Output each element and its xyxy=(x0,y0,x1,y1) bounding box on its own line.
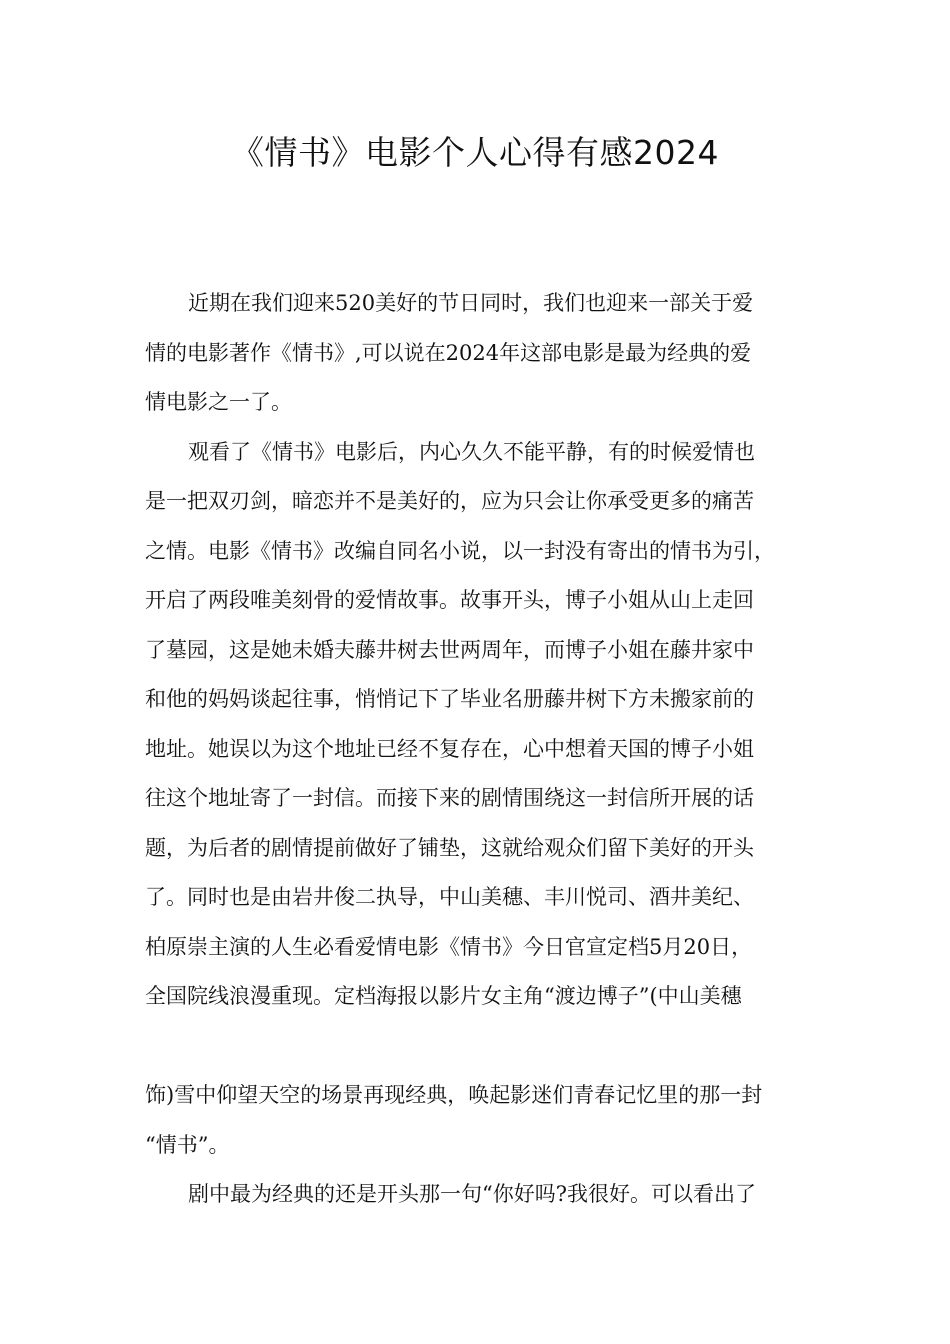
paragraph-2-line-11: 柏原崇主演的人生必看爱情电影《情书》今日官宣定档5月20日， xyxy=(145,935,753,959)
document-title: 《情书》电影个人心得有感2024 xyxy=(231,133,719,172)
paragraph-2-line-12: 全国院线浪漫重现。定档海报以影片女主角“渡边博子”(中山美穗 xyxy=(145,984,742,1008)
paragraph-2-line-9: 题，为后者的剧情提前做好了铺垫，这就给观众们留下美好的开头 xyxy=(145,836,754,860)
paragraph-1-line-3: 情电影之一了。 xyxy=(145,390,292,414)
paragraph-2-line-5: 了墓园，这是她未婚夫藤井树去世两周年，而博子小姐在藤井家中 xyxy=(145,638,754,662)
paragraph-2-line-8: 往这个地址寄了一封信。而接下来的剧情围绕这一封信所开展的话 xyxy=(145,786,754,810)
paragraph-2-line-10: 了。同时也是由岩井俊二执导，中山美穗、丰川悦司、酒井美纪、 xyxy=(145,885,754,909)
paragraph-2-line-1: 观看了《情书》电影后，内心久久不能平静，有的时候爱情也 xyxy=(188,440,755,464)
paragraph-2-line-6: 和他的妈妈谈起往事，悄悄记下了毕业名册藤井树下方未搬家前的 xyxy=(145,687,754,711)
paragraph-2-line-7: 地址。她误以为这个地址已经不复存在，心中想着天国的博子小姐 xyxy=(145,737,754,761)
paragraph-2-line-4: 开启了两段唯美刻骨的爱情故事。故事开头，博子小姐从山上走回 xyxy=(145,588,754,612)
paragraph-2-line-13: 饰)雪中仰望天空的场景再现经典，唤起影迷们青春记忆里的那一封 xyxy=(145,1083,763,1107)
paragraph-3-line-1: 剧中最为经典的还是开头那一句“你好吗?我很好。可以看出了 xyxy=(188,1182,756,1206)
paragraph-2-line-2: 是一把双刃剑，暗恋并不是美好的，应为只会让你承受更多的痛苦 xyxy=(145,489,754,513)
paragraph-1-line-1: 近期在我们迎来520美好的节日同时，我们也迎来一部关于爱 xyxy=(188,291,754,315)
paragraph-2-line-14: “情书”。 xyxy=(145,1133,230,1157)
paragraph-1-line-2: 情的电影著作《情书》,可以说在2024年这部电影是最为经典的爱 xyxy=(145,341,752,365)
paragraph-2-line-3: 之情。电影《情书》改编自同名小说，以一封没有寄出的情书为引， xyxy=(145,539,775,563)
